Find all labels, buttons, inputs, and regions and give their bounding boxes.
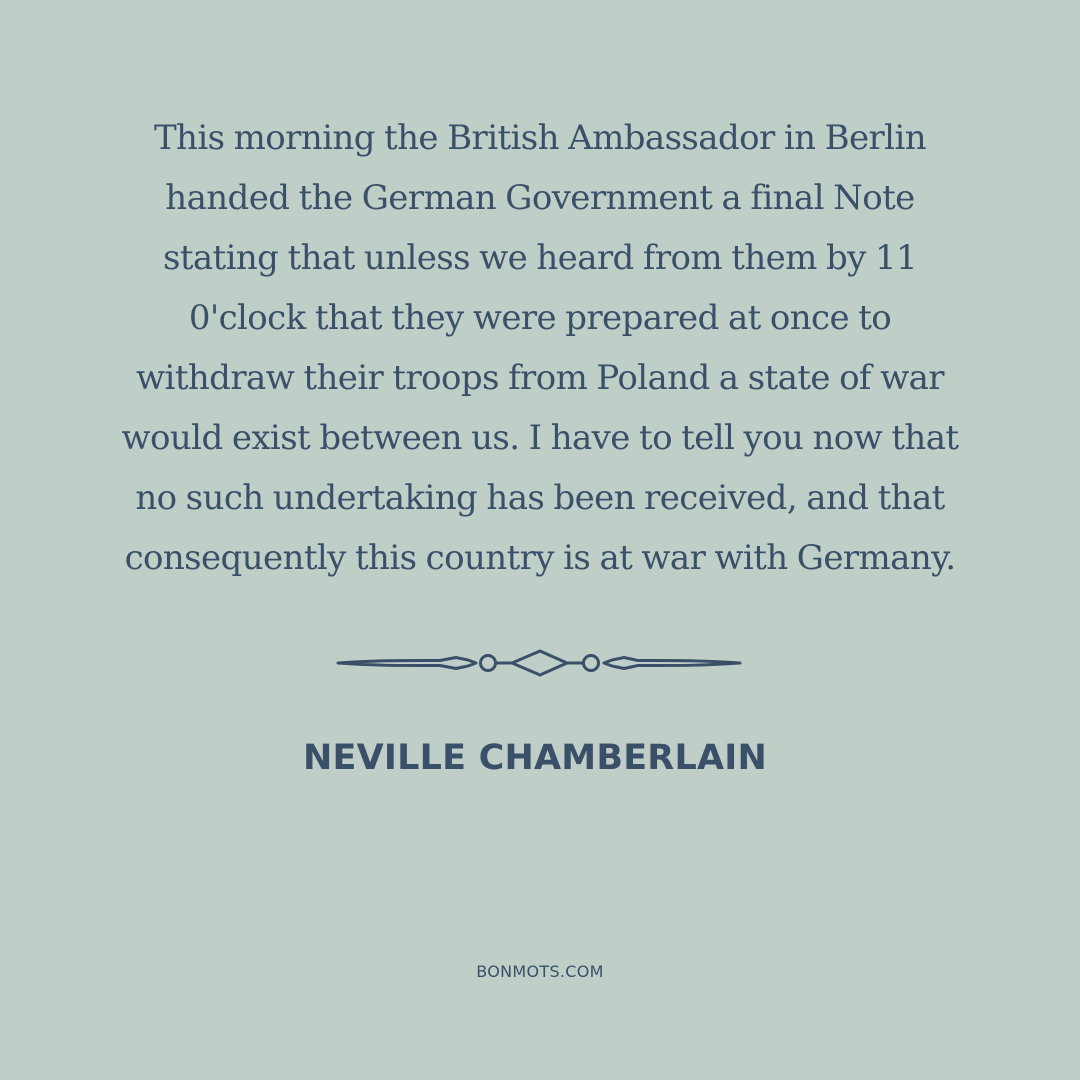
quote-text [90,108,990,588]
quote-line: consequently this country is at war with Germany. [124,538,956,578]
quote-line: withdraw their troops from Poland a state of war [136,358,944,398]
site-watermark: BONMOTS.COM [476,962,604,981]
ornamental-divider-icon [336,645,744,681]
quote-line: would exist between us. I have to tell you now that [121,418,959,458]
quote-line: handed the German Government a final Note [165,178,915,218]
quote-line: 0'clock that they were prepared at once to [188,298,892,338]
author-name: NEVILLE CHAMBERLAIN [303,738,767,778]
quote-line: stating that unless we heard from them by 11 [162,238,918,278]
quote-line: This morning the British Ambassador in Berlin [153,118,927,158]
quote-line: no such undertaking has been received, and that [135,478,945,518]
